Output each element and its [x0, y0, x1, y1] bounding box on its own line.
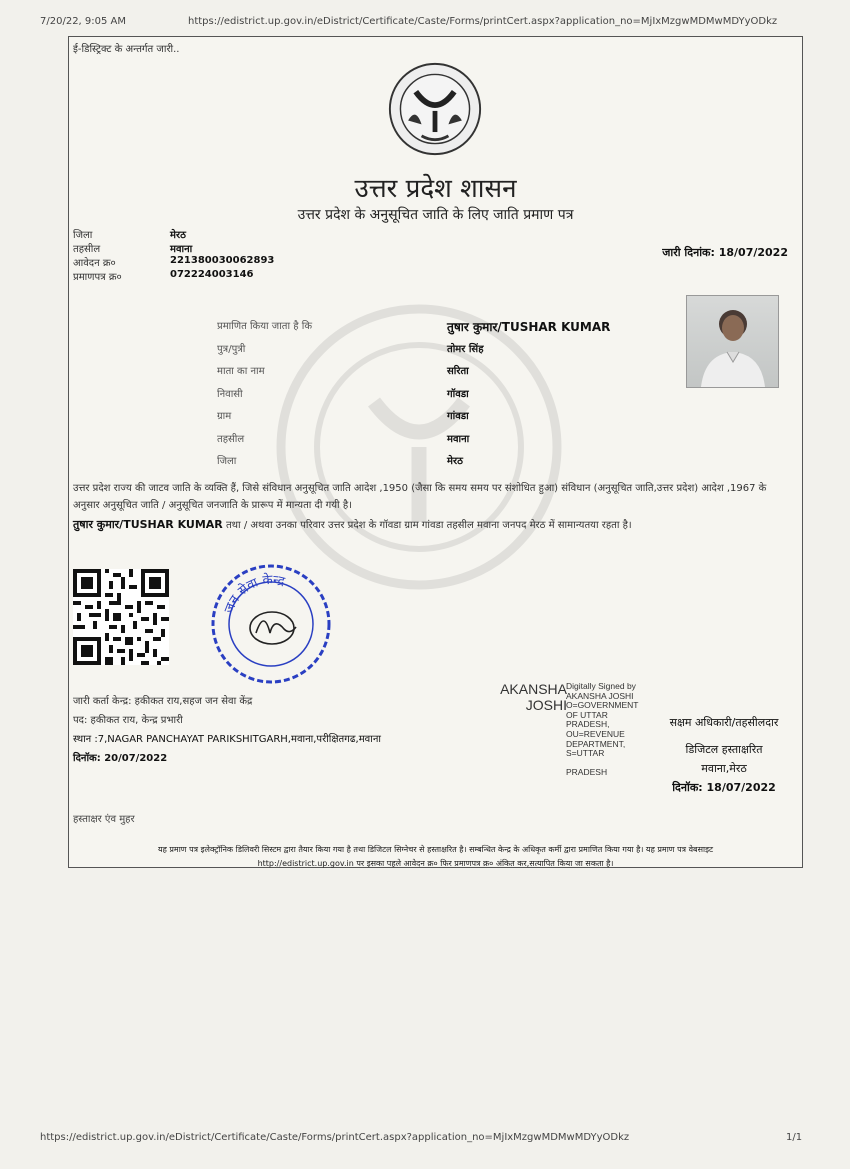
footer-note: यह प्रमाण पत्र इलेक्ट्रॉनिक डिलिवरी सिस्टम द्वारा तैयार किया गया है तथा डिजिटल सिग्नेचर से हस्ताक्षरित है। सम्बन्धित केन्द्र के अधिकृत कर्मी द्वारा प्रमाणित किया गया है। यह प्रमाण पत्र वेबसाइट http://edistrict.up.gov.in पर इसका पहले आवेदन क्र० फिर प्रमाणपत्र क्र० अंकित कर,सत्यापित किया जा सकता है।: [157, 845, 714, 868]
footer-url: https://edistrict.up.gov.in/eDistrict/Certificate/Caste/Forms/printCert.aspx?application_no=MjIxMzgwMDMwMDYyODkz: [40, 1132, 630, 1143]
meta-row: प्रमाणपत्र क्र० 072224003146: [73, 269, 254, 283]
authority-block: सक्षम अधिकारी/तहसीलदार डिजिटल हस्ताक्षरित मवाना,मेरठ दिनॉक: 18/07/2022: [669, 716, 779, 794]
top-note: ई-डिस्ट्रिक्ट के अन्तर्गत जारी..: [73, 44, 180, 55]
detail-row: निवासी गॉवडा: [217, 388, 469, 400]
meta-block: [73, 227, 274, 283]
meta-row: जिला मेरठ: [73, 230, 186, 241]
up-emblem-icon: [387, 61, 483, 157]
print-url: https://edistrict.up.gov.in/eDistrict/Certificate/Caste/Forms/printCert.aspx?application_no=MjIxMzgwMDMwMDYyODkz: [188, 16, 778, 27]
caste-statement: उत्तर प्रदेश राज्य की जाटव जाति के व्यक्ति हैं, जिसे संविधान अनुसूचित जाति आदेश ,1950 (जैसा कि समय समय पर संशोधित हुआ) संविधान (अनुसूचित जाति,उत्तर प्रदेश) आदेश ,1967 के अनुसार अनुसूचित जाति / अनुसूचित जनजाति के प्रारूप में मान्यता दी गयी है।: [73, 483, 767, 511]
svg-text:जन सेवा केन्द्र: [222, 572, 287, 616]
page-count: 1/1: [786, 1132, 803, 1143]
detail-row: तहसील मवाना: [217, 433, 470, 445]
detail-row: जिला मेरठ: [217, 456, 463, 467]
digital-signature-details: Digitally Signed by AKANSHA JOSHI O=GOVERNMENT OF UTTAR PRADESH, OU=REVENUE DEPARTMENT, S=UTTAR PRADESH: [566, 681, 639, 778]
residence-statement: तुषार कुमार/TUSHAR KUMAR तथा / अथवा उनका परिवार उत्तर प्रदेश के गॉवडा ग्राम गांवडा तहसील मवाना जनपद मेरठ में सामान्यतया रहता है।: [73, 518, 632, 531]
person-photo-icon: [687, 296, 778, 387]
seal-text: जन सेवा केन्द्र: [221, 572, 287, 616]
detail-row: माता का नाम सरिता: [217, 366, 469, 377]
certificate-subtitle: उत्तर प्रदेश के अनुसूचित जाति के लिए जाति प्रमाण पत्र: [297, 207, 574, 223]
certificate: [68, 36, 803, 868]
meta-row: आवेदन क्र० 221380030062893: [73, 255, 275, 269]
detail-row: प्रमाणित किया जाता है कि तुषार कुमार/TUSHAR KUMAR: [217, 320, 611, 334]
issue-date: जारी दिनांक: 18/07/2022: [662, 246, 788, 259]
signature-seal-label: हस्ताक्षर एंव मुहर: [73, 814, 135, 825]
print-datetime: 7/20/22, 9:05 AM: [40, 16, 127, 27]
digital-signature: AKANSHA JOSHI: [500, 681, 567, 713]
details-block: [217, 318, 617, 476]
applicant-photo: [686, 295, 779, 388]
detail-row: पुत्र/पुत्री तोमर सिंह: [217, 343, 484, 355]
qr-code-icon: [73, 569, 169, 665]
jan-seva-kendra-seal-icon: [206, 559, 336, 689]
detail-row: ग्राम गांवडा: [217, 411, 469, 422]
issuer-block: जारी कर्ता केन्द्र: हकीकत राय,सहज जन सेवा केंद्र पद: हकीकत राय, केन्द्र प्रभारी स्थान :7,NAGAR PANCHAYAT PARIKSHITGARH,मवाना,परीक्षितगढ,मवाना दिनॉक: 20/07/2022: [73, 696, 381, 764]
meta-row: तहसील मवाना: [73, 244, 193, 255]
certificate-title: उत्तर प्रदेश शासन: [354, 174, 517, 204]
